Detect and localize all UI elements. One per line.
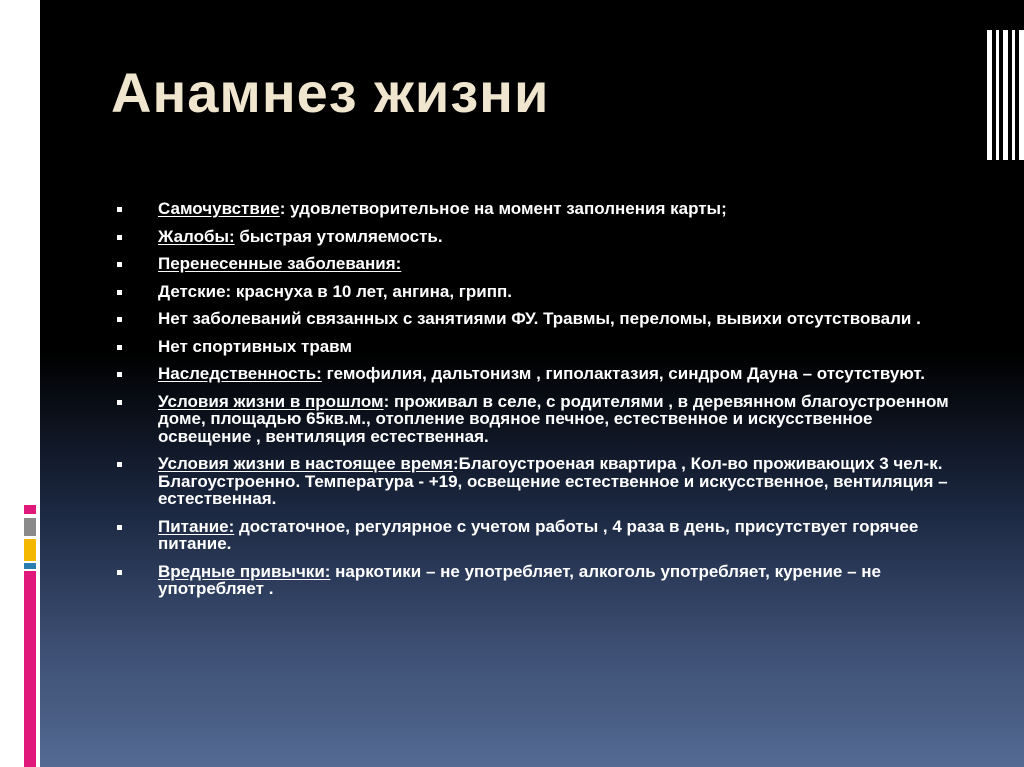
deco-seg-pink — [24, 505, 36, 514]
list-item — [117, 365, 967, 383]
bullet-icon — [117, 207, 122, 212]
item-label: Жалобы: — [158, 226, 235, 246]
item-text: гемофилия, дальтонизм , гиполактазия, синдром Дауна – отсутствуют. — [321, 364, 925, 383]
bullet-icon — [117, 462, 122, 467]
item-text: Нет спортивных травм — [158, 336, 352, 356]
item-label: Вредные привычки: — [158, 561, 331, 581]
item-text: наркотики – не употребляет, алкоголь употребляет, курение – не употребляет . — [158, 561, 881, 598]
deco-bar — [1003, 30, 1008, 160]
bullet-icon — [117, 570, 122, 575]
list-item — [117, 283, 967, 301]
item-text: достаточное, регулярное с учетом работы , 4 раза в день, присутствует горячее питание. — [158, 516, 919, 553]
list-item — [117, 310, 967, 328]
bullet-icon — [117, 290, 122, 295]
item-label: Перенесенные заболевания: — [158, 254, 402, 273]
list-item — [117, 228, 967, 246]
list-item — [117, 455, 967, 508]
bullet-icon — [117, 235, 122, 240]
deco-seg-gray — [24, 518, 36, 536]
item-label: Условия жизни в настоящее время — [158, 454, 453, 473]
deco-seg-blue — [24, 563, 36, 569]
bullet-icon — [117, 317, 122, 322]
bullet-icon — [117, 345, 122, 350]
deco-seg-pink — [24, 571, 36, 767]
item-label: Наследственность: — [158, 364, 322, 383]
list-item — [117, 518, 967, 553]
deco-bar — [1019, 30, 1024, 160]
deco-bar — [1012, 30, 1015, 160]
decorative-stripe-left — [24, 505, 36, 767]
list-item — [117, 563, 967, 598]
bullet-icon — [117, 400, 122, 405]
deco-seg-yellow — [24, 539, 36, 561]
bullet-icon — [117, 262, 122, 267]
bullet-icon — [117, 525, 122, 530]
item-text: Нет заболеваний связанных с занятиями ФУ. Травмы, переломы, вывихи отсутствовали . — [158, 309, 921, 328]
item-label: Условия жизни в прошлом — [158, 391, 384, 411]
item-label: Питание: — [158, 516, 235, 536]
item-text: Детские: краснуха в 10 лет, ангина, грипп. — [158, 281, 512, 301]
item-label: Самочувствие — [158, 199, 280, 218]
slide-title: Анамнез жизни — [111, 61, 550, 124]
item-text: : проживал в селе, с родителями , в деревянном благоустроенном доме, площадью 65кв.м., отопление водяное печное, естественное и искусственное освещение , вентиляция естественная. — [158, 391, 949, 446]
decorative-bars-right — [984, 30, 1024, 160]
item-text: :Благоустроеная квартира , Кол-во проживающих 3 чел-к. Благоустроенно. Температура - +19, освещение естественное и искусственное, вентиляция – естественная. — [158, 454, 948, 508]
list-item — [117, 255, 967, 273]
deco-bar — [987, 30, 992, 160]
bullet-list — [117, 200, 967, 608]
list-item — [117, 200, 967, 218]
item-text: быстрая утомляемость. — [234, 226, 443, 246]
deco-bar — [996, 30, 999, 160]
list-item — [117, 338, 967, 356]
list-item — [117, 393, 967, 446]
item-text: : удовлетворительное на момент заполнения карты; — [279, 199, 727, 218]
bullet-icon — [117, 372, 122, 377]
